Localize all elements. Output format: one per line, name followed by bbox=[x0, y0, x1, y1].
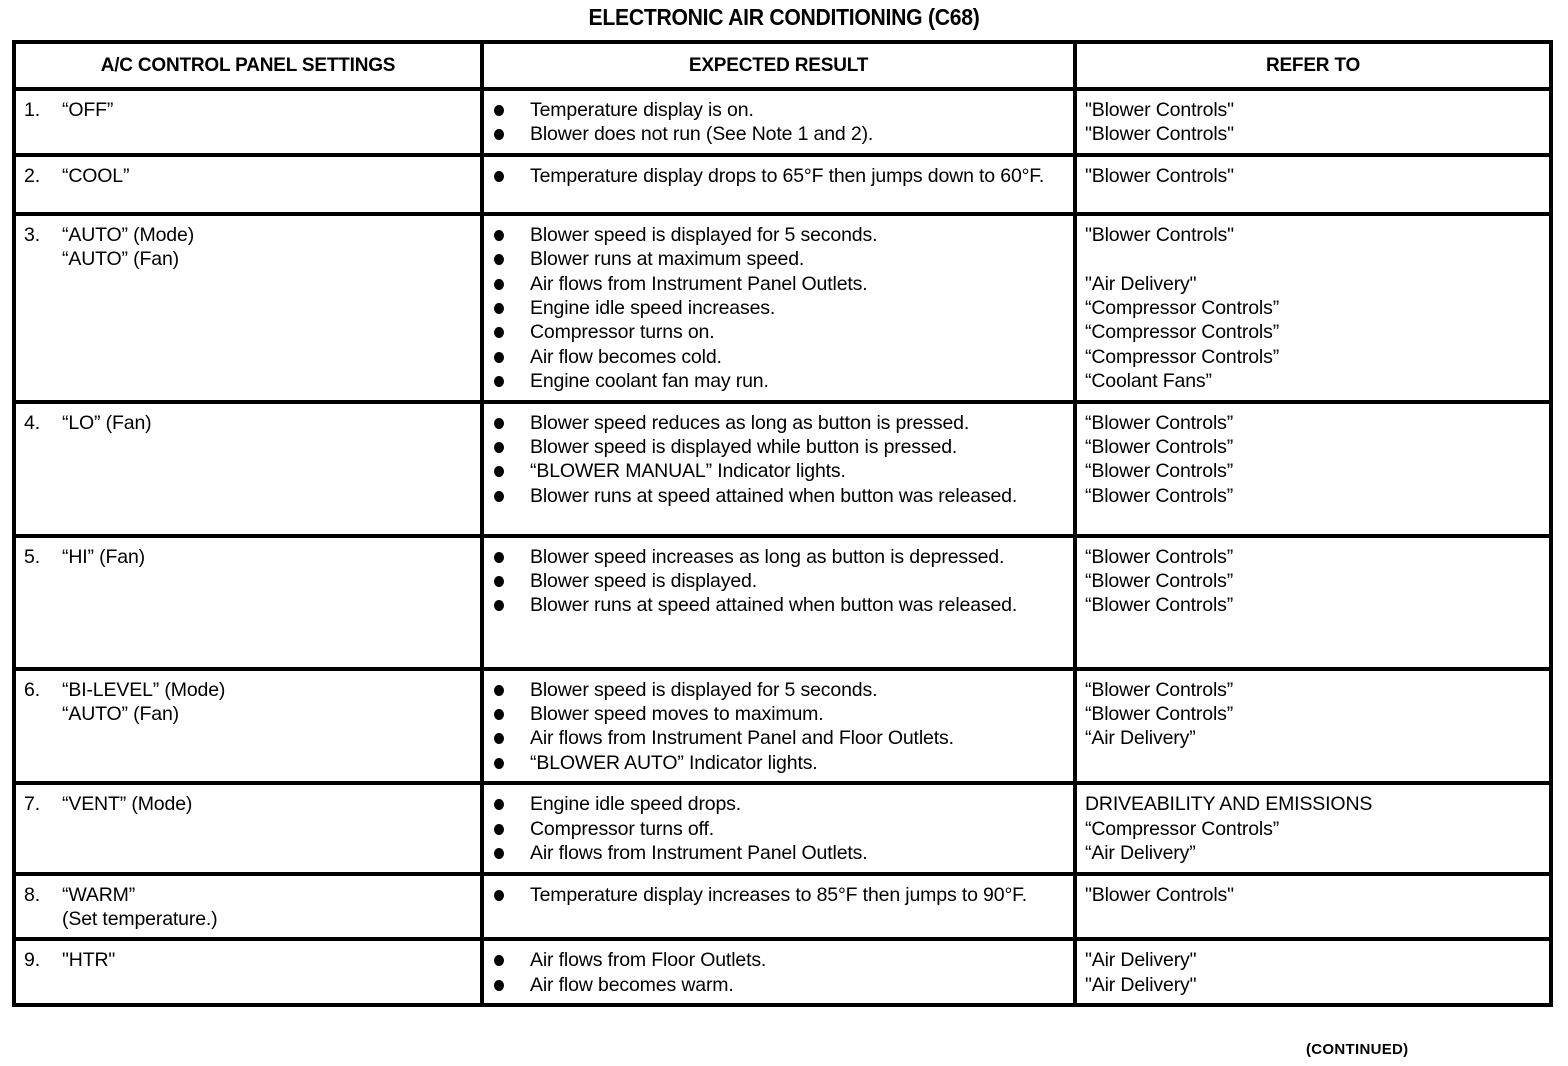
bullet-icon bbox=[492, 817, 530, 841]
column-header-expected-result: EXPECTED RESULT bbox=[482, 42, 1075, 89]
bullet-icon bbox=[492, 726, 530, 750]
result-item bbox=[492, 883, 1066, 907]
bullet-icon bbox=[492, 122, 530, 146]
refer-to-reference: "Air Delivery" bbox=[1085, 272, 1197, 295]
result-text: Temperature display is on. bbox=[530, 99, 754, 121]
setting-text: “AUTO” (Fan) bbox=[62, 703, 180, 726]
step-number: 2. bbox=[24, 164, 40, 187]
table-row bbox=[14, 155, 1551, 214]
bullet-icon bbox=[492, 883, 530, 907]
refer-to-reference: “Blower Controls” bbox=[1085, 460, 1234, 483]
step-number: 4. bbox=[24, 411, 40, 434]
setting-text: “BI-LEVEL” (Mode) bbox=[62, 678, 226, 701]
refer-to-reference: “Blower Controls” bbox=[1085, 570, 1234, 593]
setting-cell bbox=[14, 89, 482, 155]
refer-to-reference: “Compressor Controls” bbox=[1085, 321, 1280, 344]
refer-to-reference: “Blower Controls” bbox=[1085, 411, 1234, 434]
setting-text: “LO” (Fan) bbox=[62, 411, 152, 434]
refer-to-cell bbox=[1075, 874, 1551, 940]
bullet-icon bbox=[492, 569, 530, 593]
result-text: Engine idle speed increases. bbox=[530, 297, 776, 320]
column-header-refer-to: REFER TO bbox=[1075, 42, 1551, 89]
refer-to-reference: “Blower Controls” bbox=[1085, 545, 1234, 568]
table-row bbox=[14, 89, 1551, 155]
result-text: Blower speed moves to maximum. bbox=[530, 703, 824, 726]
step-number: 7. bbox=[24, 793, 40, 816]
result-text: Engine idle speed drops. bbox=[530, 793, 742, 816]
setting-text: “VENT” (Mode) bbox=[62, 793, 193, 816]
result-item bbox=[492, 459, 1066, 483]
bullet-icon bbox=[492, 435, 530, 459]
refer-to-reference: “Compressor Controls” bbox=[1085, 296, 1280, 319]
bullet-icon bbox=[492, 223, 530, 247]
bullet-icon bbox=[492, 792, 530, 816]
bullet-icon bbox=[492, 751, 530, 775]
setting-cell bbox=[14, 939, 482, 1005]
table-row bbox=[14, 402, 1551, 536]
bullet-icon bbox=[492, 272, 530, 296]
table-row bbox=[14, 536, 1551, 669]
bullet-icon bbox=[492, 98, 530, 122]
expected-result-cell bbox=[482, 402, 1075, 536]
refer-to-reference: “Air Delivery” bbox=[1085, 842, 1196, 865]
result-item bbox=[492, 484, 1066, 508]
refer-to-reference: "Blower Controls" bbox=[1085, 99, 1234, 121]
result-text: Blower speed is displayed for 5 seconds. bbox=[530, 223, 878, 246]
result-item bbox=[492, 296, 1066, 320]
table-body bbox=[14, 89, 1551, 1005]
bullet-icon bbox=[492, 593, 530, 617]
refer-to-cell bbox=[1075, 669, 1551, 784]
result-text: Air flows from Floor Outlets. bbox=[530, 949, 767, 972]
result-item bbox=[492, 545, 1066, 569]
result-text: Blower speed is displayed for 5 seconds. bbox=[530, 678, 878, 701]
setting-text: “AUTO” (Fan) bbox=[62, 248, 180, 271]
result-text: Temperature display drops to 65°F then jumps down to 60°F. bbox=[530, 164, 1045, 187]
expected-result-cell bbox=[482, 939, 1075, 1005]
setting-text: “COOL” bbox=[62, 164, 130, 187]
result-item bbox=[492, 792, 1066, 816]
setting-text: “AUTO” (Mode) bbox=[62, 223, 195, 246]
ac-test-table bbox=[12, 40, 1553, 1007]
refer-to-reference: “Blower Controls” bbox=[1085, 484, 1234, 507]
result-text: Compressor turns on. bbox=[530, 321, 715, 344]
setting-cell bbox=[14, 402, 482, 536]
result-text: Blower runs at speed attained when button was released. bbox=[530, 484, 1018, 507]
result-item bbox=[492, 702, 1066, 726]
step-number: 9. bbox=[24, 949, 40, 972]
refer-to-cell bbox=[1075, 214, 1551, 402]
result-item bbox=[492, 247, 1066, 271]
expected-result-cell bbox=[482, 783, 1075, 873]
result-item bbox=[492, 272, 1066, 296]
setting-text: “OFF” bbox=[62, 99, 114, 121]
result-item bbox=[492, 726, 1066, 750]
bullet-icon bbox=[492, 345, 530, 369]
step-number: 5. bbox=[24, 545, 40, 568]
result-text: Blower speed increases as long as button is depressed. bbox=[530, 545, 1005, 568]
table-row bbox=[14, 874, 1551, 940]
table-row bbox=[14, 939, 1551, 1005]
refer-to-reference: “Blower Controls” bbox=[1085, 436, 1234, 459]
result-text: Air flow becomes warm. bbox=[530, 973, 734, 996]
result-item bbox=[492, 973, 1066, 997]
refer-to-cell bbox=[1075, 402, 1551, 536]
refer-to-reference: "Blower Controls" bbox=[1085, 123, 1234, 146]
result-text: Blower does not run (See Note 1 and 2). bbox=[530, 123, 874, 146]
result-item bbox=[492, 411, 1066, 435]
refer-to-cell bbox=[1075, 536, 1551, 669]
result-text: Air flows from Instrument Panel Outlets. bbox=[530, 842, 868, 865]
result-item bbox=[492, 122, 1066, 146]
step-number: 3. bbox=[24, 223, 40, 246]
setting-text: (Set temperature.) bbox=[62, 907, 218, 930]
step-number: 1. bbox=[24, 99, 40, 121]
bullet-icon bbox=[492, 411, 530, 435]
bullet-icon bbox=[492, 459, 530, 483]
bullet-icon bbox=[492, 247, 530, 271]
table-header-row bbox=[14, 42, 1551, 89]
step-number: 6. bbox=[24, 678, 40, 701]
refer-to-reference: "Blower Controls" bbox=[1085, 883, 1234, 906]
bullet-icon bbox=[492, 545, 530, 569]
result-item bbox=[492, 345, 1066, 369]
table-row bbox=[14, 214, 1551, 402]
refer-to-reference: “Coolant Fans” bbox=[1085, 370, 1212, 393]
expected-result-cell bbox=[482, 214, 1075, 402]
bullet-icon bbox=[492, 678, 530, 702]
bullet-icon bbox=[492, 973, 530, 997]
refer-to-reference: “Blower Controls” bbox=[1085, 594, 1234, 617]
result-item bbox=[492, 751, 1066, 775]
setting-cell bbox=[14, 536, 482, 669]
bullet-icon bbox=[492, 369, 530, 393]
result-text: “BLOWER AUTO” Indicator lights. bbox=[530, 751, 818, 774]
bullet-icon bbox=[492, 296, 530, 320]
refer-to-reference: "Blower Controls" bbox=[1085, 164, 1234, 187]
refer-to-cell bbox=[1075, 155, 1551, 214]
setting-text: "HTR" bbox=[62, 949, 116, 972]
result-text: Blower speed reduces as long as button is pressed. bbox=[530, 411, 970, 434]
bullet-icon bbox=[492, 484, 530, 508]
page-title: ELECTRONIC AIR CONDITIONING (C68) bbox=[588, 4, 980, 30]
result-text: Blower speed is displayed while button is pressed. bbox=[530, 436, 958, 459]
result-text: Blower runs at maximum speed. bbox=[530, 248, 805, 271]
refer-to-reference: “Air Delivery” bbox=[1085, 727, 1196, 750]
expected-result-cell bbox=[482, 155, 1075, 214]
bullet-icon bbox=[492, 320, 530, 344]
setting-text: “HI” (Fan) bbox=[62, 545, 145, 568]
refer-to-reference: “Blower Controls” bbox=[1085, 703, 1234, 726]
refer-to-reference: “Blower Controls” bbox=[1085, 678, 1234, 701]
result-item bbox=[492, 435, 1066, 459]
bullet-icon bbox=[492, 702, 530, 726]
refer-to-reference: “Compressor Controls” bbox=[1085, 345, 1280, 368]
result-item bbox=[492, 164, 1066, 188]
result-text: Blower speed is displayed. bbox=[530, 570, 757, 593]
bullet-icon bbox=[492, 948, 530, 972]
expected-result-cell bbox=[482, 89, 1075, 155]
result-item bbox=[492, 948, 1066, 972]
table-row bbox=[14, 783, 1551, 873]
result-text: Blower runs at speed attained when button was released. bbox=[530, 594, 1018, 617]
result-text: Engine coolant fan may run. bbox=[530, 370, 769, 393]
result-text: Compressor turns off. bbox=[530, 817, 714, 840]
refer-to-reference: "Air Delivery" bbox=[1085, 949, 1197, 972]
result-text: Temperature display increases to 85°F then jumps to 90°F. bbox=[530, 883, 1027, 906]
table-row bbox=[14, 669, 1551, 784]
expected-result-cell bbox=[482, 536, 1075, 669]
setting-text: “WARM” bbox=[62, 883, 136, 906]
result-text: “BLOWER MANUAL” Indicator lights. bbox=[530, 460, 846, 483]
refer-to-cell bbox=[1075, 89, 1551, 155]
continued-label: (CONTINUED) bbox=[1306, 1041, 1409, 1058]
setting-cell bbox=[14, 874, 482, 940]
result-text: Air flows from Instrument Panel Outlets. bbox=[530, 272, 868, 295]
setting-cell bbox=[14, 155, 482, 214]
result-item bbox=[492, 223, 1066, 247]
result-text: Air flow becomes cold. bbox=[530, 345, 722, 368]
refer-to-reference: DRIVEABILITY AND EMISSIONS bbox=[1085, 793, 1373, 816]
refer-to-reference bbox=[1085, 247, 1549, 271]
refer-to-reference: “Compressor Controls” bbox=[1085, 817, 1280, 840]
result-item bbox=[492, 817, 1066, 841]
bullet-icon bbox=[492, 841, 530, 865]
refer-to-cell bbox=[1075, 783, 1551, 873]
result-item bbox=[492, 841, 1066, 865]
setting-cell bbox=[14, 214, 482, 402]
step-number: 8. bbox=[24, 883, 40, 906]
refer-to-cell bbox=[1075, 939, 1551, 1005]
expected-result-cell bbox=[482, 874, 1075, 940]
result-text: Air flows from Instrument Panel and Floor Outlets. bbox=[530, 727, 954, 750]
refer-to-reference: "Blower Controls" bbox=[1085, 223, 1234, 246]
expected-result-cell bbox=[482, 669, 1075, 784]
setting-cell bbox=[14, 783, 482, 873]
setting-cell bbox=[14, 669, 482, 784]
result-item bbox=[492, 569, 1066, 593]
result-item bbox=[492, 678, 1066, 702]
result-item bbox=[492, 593, 1066, 617]
result-item bbox=[492, 320, 1066, 344]
column-header-settings: A/C CONTROL PANEL SETTINGS bbox=[14, 42, 482, 89]
result-item bbox=[492, 369, 1066, 393]
bullet-icon bbox=[492, 164, 530, 188]
refer-to-reference: "Air Delivery" bbox=[1085, 973, 1197, 996]
result-item bbox=[492, 98, 1066, 122]
